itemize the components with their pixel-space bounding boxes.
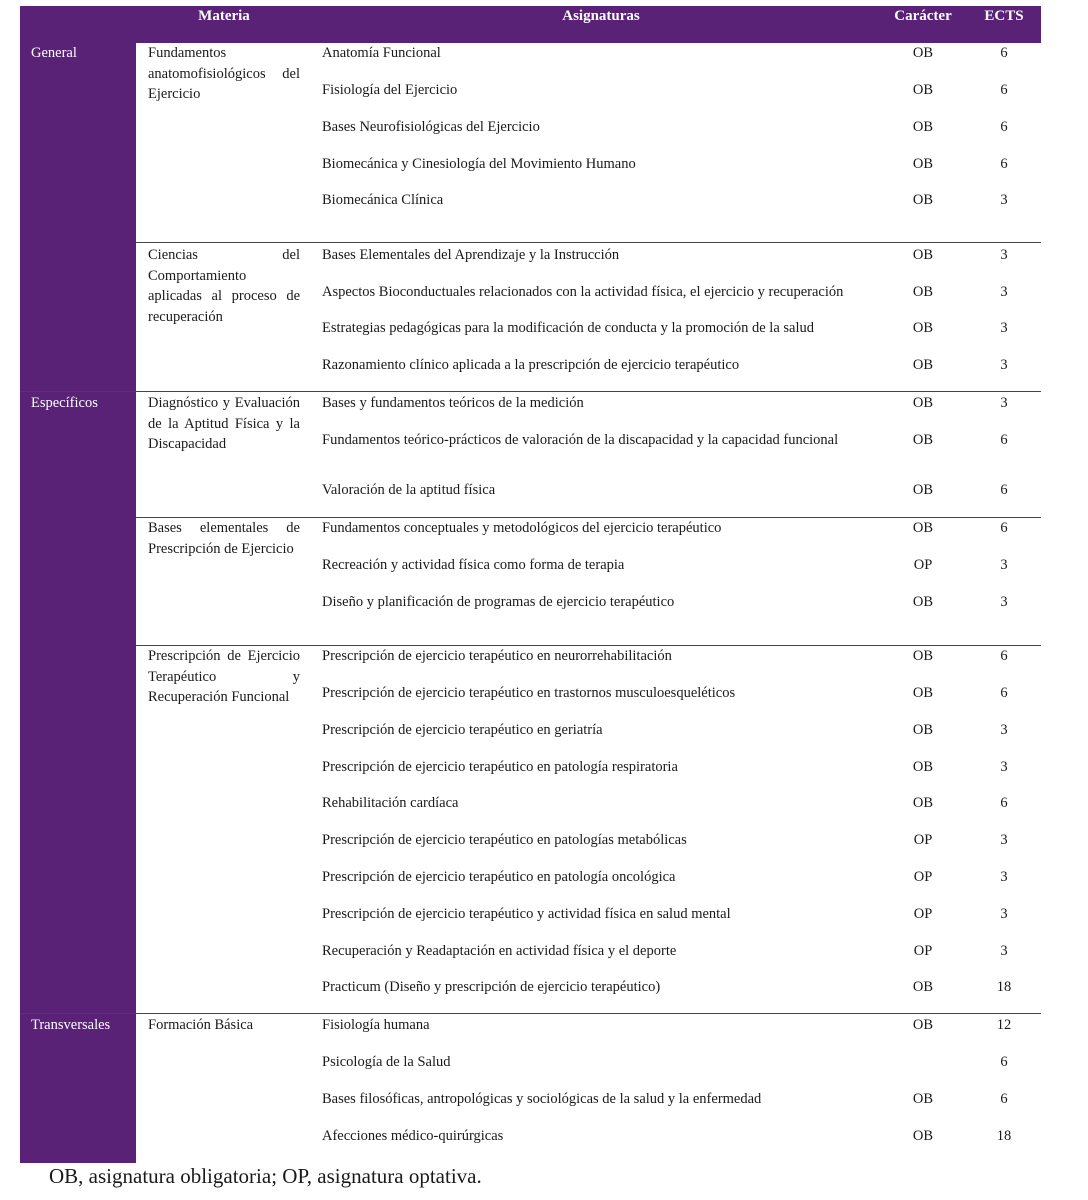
header-caracter: Carácter (894, 8, 952, 24)
header-asignaturas: Asignaturas (562, 8, 640, 24)
asignatura-name: Rehabilitación cardíaca (322, 795, 459, 811)
ects-value: 18 (996, 979, 1012, 995)
category-general: General (31, 45, 77, 61)
caracter-value: OB (912, 284, 934, 300)
ects-value: 3 (1000, 832, 1008, 848)
ects-value: 3 (1000, 395, 1008, 411)
caracter-value: OP (913, 557, 933, 573)
ects-value: 12 (996, 1017, 1012, 1033)
asignatura-name: Bases Neurofisiológicas del Ejercicio (322, 119, 540, 135)
caracter-value: OB (912, 192, 934, 208)
materia-label: Diagnóstico y Evaluación de la Aptitud Física y la Discapacidad (148, 395, 300, 452)
table-footnote: OB, asignatura obligatoria; OP, asignatura optativa. (49, 1164, 482, 1188)
caracter-value: OB (912, 320, 934, 336)
ects-value: 6 (1000, 432, 1008, 448)
caracter-value: OB (912, 45, 934, 61)
materia-label: Prescripción de Ejercicio Terapéutico y Recuperación Funcional (148, 648, 300, 705)
ects-value: 6 (1000, 648, 1008, 664)
asignatura-name: Prescripción de ejercicio terapéutico y actividad física en salud mental (322, 906, 731, 922)
asignatura-name: Prescripción de ejercicio terapéutico en geriatría (322, 722, 603, 738)
ects-value: 3 (1000, 192, 1008, 208)
asignatura-name: Prescripción de ejercicio terapéutico en patología oncológica (322, 869, 676, 885)
header-materia: Materia (198, 8, 250, 24)
asignatura-name: Recreación y actividad física como forma de terapia (322, 557, 625, 573)
ects-value: 6 (1000, 520, 1008, 536)
divider (20, 391, 1041, 392)
ects-value: 6 (1000, 119, 1008, 135)
ects-value: 6 (1000, 482, 1008, 498)
caracter-value: OB (912, 247, 934, 263)
caracter-value: OP (913, 943, 933, 959)
asignatura-name: Prescripción de ejercicio terapéutico en patología respiratoria (322, 759, 678, 775)
ects-value: 6 (1000, 1054, 1008, 1070)
ects-value: 3 (1000, 320, 1008, 336)
caracter-value: OB (912, 395, 934, 411)
caracter-value: OB (912, 722, 934, 738)
asignatura-name: Biomecánica y Cinesiología del Movimiento Humano (322, 156, 636, 172)
caracter-value: OP (913, 869, 933, 885)
ects-value: 3 (1000, 357, 1008, 373)
ects-value: 3 (1000, 759, 1008, 775)
header-ects: ECTS (984, 8, 1024, 24)
asignatura-name: Diseño y planificación de programas de ejercicio terapéutico (322, 594, 675, 610)
category-especificos: Específicos (31, 395, 98, 411)
ects-value: 3 (1000, 247, 1008, 263)
ects-value: 6 (1000, 82, 1008, 98)
asignatura-name: Practicum (Diseño y prescripción de ejercicio terapéutico) (322, 979, 661, 995)
materia-label: Bases elementales de Prescripción de Ejercicio (148, 520, 300, 557)
caracter-value: OB (912, 1091, 934, 1107)
asignatura-name: Fisiología humana (322, 1017, 430, 1033)
asignatura-name: Bases Elementales del Aprendizaje y la Instrucción (322, 247, 620, 263)
materia-label: Ciencias del Comportamiento aplicadas al proceso de recuperación (148, 247, 300, 325)
ects-value: 6 (1000, 45, 1008, 61)
asignatura-name: Psicología de la Salud (322, 1054, 451, 1070)
materia-label: Fundamentos anatomofisiológicos del Ejercicio (148, 45, 300, 102)
asignatura-name: Fisiología del Ejercicio (322, 82, 458, 98)
caracter-value: OB (912, 156, 934, 172)
ects-value: 3 (1000, 722, 1008, 738)
ects-value: 6 (1000, 685, 1008, 701)
caracter-value: OB (912, 979, 934, 995)
asignatura-name: Estrategias pedagógicas para la modificación de conducta y la promoción de la salud (322, 320, 815, 336)
caracter-value: OB (912, 482, 934, 498)
asignatura-name: Prescripción de ejercicio terapéutico en patologías metabólicas (322, 832, 687, 848)
caracter-value: OB (912, 759, 934, 775)
caracter-value: OB (912, 357, 934, 373)
caracter-value: OB (912, 1017, 934, 1033)
materia-label: Formación Básica (148, 1017, 254, 1033)
asignatura-name: Fundamentos teórico-prácticos de valoración de la discapacidad y la capacidad funcional (322, 432, 839, 448)
caracter-value: OB (912, 520, 934, 536)
asignatura-name: Prescripción de ejercicio terapéutico en neurorrehabilitación (322, 648, 672, 664)
caracter-value: OB (912, 82, 934, 98)
ects-value: 3 (1000, 557, 1008, 573)
asignatura-name: Recuperación y Readaptación en actividad física y el deporte (322, 943, 677, 959)
asignatura-name: Bases y fundamentos teóricos de la medición (322, 395, 584, 411)
ects-value: 3 (1000, 869, 1008, 885)
category-column-background (20, 6, 136, 1163)
asignatura-name: Valoración de la aptitud física (322, 482, 496, 498)
ects-value: 3 (1000, 594, 1008, 610)
ects-value: 3 (1000, 943, 1008, 959)
asignatura-name: Afecciones médico-quirúrgicas (322, 1128, 504, 1144)
ects-value: 3 (1000, 906, 1008, 922)
asignatura-name: Bases filosóficas, antropológicas y sociológicas de la salud y la enfermedad (322, 1091, 762, 1107)
caracter-value: OB (912, 119, 934, 135)
ects-value: 6 (1000, 795, 1008, 811)
asignatura-name: Biomecánica Clínica (322, 192, 444, 208)
caracter-value: OP (913, 832, 933, 848)
ects-value: 6 (1000, 156, 1008, 172)
caracter-value: OB (912, 432, 934, 448)
asignatura-name: Razonamiento clínico aplicada a la prescripción de ejercicio terapéutico (322, 357, 740, 373)
ects-value: 6 (1000, 1091, 1008, 1107)
asignatura-name: Prescripción de ejercicio terapéutico en trastornos musculoesqueléticos (322, 685, 736, 701)
asignatura-name: Fundamentos conceptuales y metodológicos del ejercicio terapéutico (322, 520, 722, 536)
ects-value: 3 (1000, 284, 1008, 300)
caracter-value: OB (912, 685, 934, 701)
caracter-value: OB (912, 648, 934, 664)
caracter-value: OB (912, 795, 934, 811)
asignatura-name: Anatomía Funcional (322, 45, 441, 61)
divider (20, 1013, 1041, 1014)
divider (136, 242, 1041, 243)
category-transversales: Transversales (31, 1017, 111, 1033)
caracter-value: OP (913, 906, 933, 922)
asignatura-name: Aspectos Bioconductuales relacionados con la actividad física, el ejercicio y recuperación (322, 284, 844, 300)
caracter-value: OB (912, 594, 934, 610)
ects-value: 18 (996, 1128, 1012, 1144)
caracter-value: OB (912, 1128, 934, 1144)
